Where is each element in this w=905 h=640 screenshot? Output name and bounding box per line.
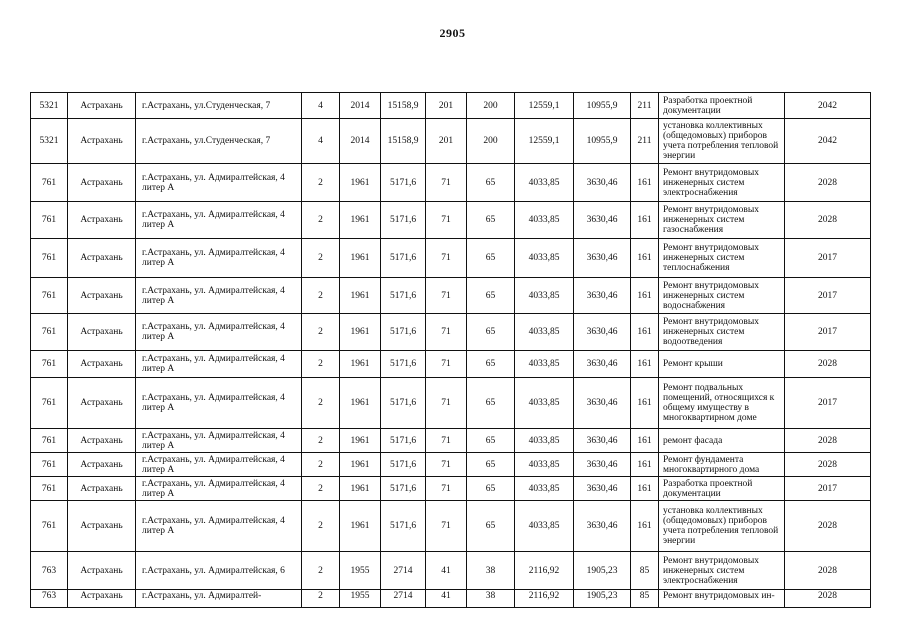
cell-area-a: 12559,1: [515, 119, 574, 164]
cell-area-a: 4033,85: [515, 378, 574, 429]
cell-address: г.Астрахань, ул. Адмиралтейская, 4 литер А: [136, 501, 302, 552]
table-row: [31, 590, 871, 608]
cell-count-3: 161: [631, 239, 659, 278]
cell-floors: 2: [302, 314, 340, 351]
cell-total-area: 5171,6: [381, 453, 426, 477]
cell-count-3: 161: [631, 202, 659, 239]
cell-count-2: 65: [467, 501, 515, 552]
cell-floors: 2: [302, 453, 340, 477]
cell-area-b: 10955,9: [574, 93, 631, 119]
cell-floors: 2: [302, 429, 340, 453]
cell-count-3: 211: [631, 93, 659, 119]
table-row: [31, 278, 871, 314]
cell-city: Астрахань: [68, 202, 136, 239]
cell-count-2: 65: [467, 453, 515, 477]
cell-area-a: 4033,85: [515, 278, 574, 314]
cell-total-area: 5171,6: [381, 239, 426, 278]
cell-row-id: 763: [31, 552, 68, 590]
cell-year-built: 2014: [340, 119, 381, 164]
cell-deadline: 2028: [785, 164, 871, 202]
cell-address: г.Астрахань, ул. Адмиралтейская, 4 литер А: [136, 378, 302, 429]
cell-work-type: Разработка проектной документации: [659, 93, 785, 119]
table-row: [31, 239, 871, 278]
table-row: [31, 453, 871, 477]
cell-count-3: 161: [631, 378, 659, 429]
cell-year-built: 1955: [340, 552, 381, 590]
cell-area-b: 3630,46: [574, 477, 631, 501]
cell-count-3: 161: [631, 429, 659, 453]
cell-work-type: Ремонт крыши: [659, 351, 785, 378]
cell-row-id: 761: [31, 429, 68, 453]
cell-area-a: 4033,85: [515, 314, 574, 351]
cell-count-2: 65: [467, 239, 515, 278]
cell-area-a: 4033,85: [515, 453, 574, 477]
cell-area-b: 3630,46: [574, 501, 631, 552]
table-row: [31, 164, 871, 202]
cell-deadline: 2042: [785, 119, 871, 164]
cell-area-b: 1905,23: [574, 552, 631, 590]
cell-address: г.Астрахань, ул.Студенческая, 7: [136, 93, 302, 119]
cell-count-1: 71: [426, 501, 467, 552]
table-row: [31, 378, 871, 429]
cell-area-a: 2116,92: [515, 590, 574, 608]
cell-year-built: 1961: [340, 378, 381, 429]
cell-floors: 2: [302, 501, 340, 552]
cell-floors: 2: [302, 202, 340, 239]
cell-total-area: 5171,6: [381, 429, 426, 453]
cell-city: Астрахань: [68, 477, 136, 501]
cell-count-2: 65: [467, 202, 515, 239]
cell-count-2: 200: [467, 93, 515, 119]
cell-count-2: 65: [467, 164, 515, 202]
cell-deadline: 2028: [785, 202, 871, 239]
capital-repair-table: [30, 92, 871, 608]
cell-city: Астрахань: [68, 93, 136, 119]
cell-address: г.Астрахань, ул. Адмиралтейская, 4 литер А: [136, 164, 302, 202]
cell-year-built: 1961: [340, 278, 381, 314]
cell-deadline: 2028: [785, 501, 871, 552]
cell-area-a: 4033,85: [515, 477, 574, 501]
cell-floors: 2: [302, 378, 340, 429]
cell-area-b: 3630,46: [574, 278, 631, 314]
page-number: 2905: [439, 26, 466, 40]
cell-city: Астрахань: [68, 278, 136, 314]
cell-city: Астрахань: [68, 351, 136, 378]
cell-address: г.Астрахань, ул.Студенческая, 7: [136, 119, 302, 164]
table-row: [31, 351, 871, 378]
cell-work-type: Ремонт внутридомовых инженерных систем электроснабжения: [659, 164, 785, 202]
cell-count-3: 211: [631, 119, 659, 164]
cell-deadline: 2028: [785, 429, 871, 453]
cell-total-area: 15158,9: [381, 93, 426, 119]
cell-city: Астрахань: [68, 501, 136, 552]
cell-work-type: установка коллективных (общедомовых) приборов учета потребления тепловой энергии: [659, 119, 785, 164]
cell-year-built: 1961: [340, 453, 381, 477]
cell-address: г.Астрахань, ул. Адмиралтей-: [136, 590, 302, 608]
cell-row-id: 761: [31, 278, 68, 314]
cell-total-area: 5171,6: [381, 351, 426, 378]
cell-work-type: Ремонт подвальных помещений, относящихся к общему имуществу в многоквартирном доме: [659, 378, 785, 429]
cell-address: г.Астрахань, ул. Адмиралтейская, 4 литер А: [136, 429, 302, 453]
table-row: [31, 429, 871, 453]
cell-deadline: 2028: [785, 453, 871, 477]
table-row: [31, 501, 871, 552]
cell-address: г.Астрахань, ул. Адмиралтейская, 4 литер А: [136, 477, 302, 501]
cell-year-built: 2014: [340, 93, 381, 119]
cell-area-b: 3630,46: [574, 202, 631, 239]
cell-year-built: 1961: [340, 501, 381, 552]
cell-work-type: Ремонт внутридомовых инженерных систем водоотведения: [659, 314, 785, 351]
cell-count-3: 161: [631, 501, 659, 552]
cell-count-3: 85: [631, 552, 659, 590]
cell-total-area: 5171,6: [381, 477, 426, 501]
table-row: [31, 119, 871, 164]
cell-year-built: 1961: [340, 314, 381, 351]
cell-deadline: 2028: [785, 552, 871, 590]
cell-city: Астрахань: [68, 453, 136, 477]
cell-count-2: 65: [467, 351, 515, 378]
cell-total-area: 5171,6: [381, 314, 426, 351]
cell-total-area: 5171,6: [381, 164, 426, 202]
cell-deadline: 2028: [785, 351, 871, 378]
cell-area-a: 4033,85: [515, 501, 574, 552]
cell-floors: 2: [302, 239, 340, 278]
cell-floors: 4: [302, 93, 340, 119]
cell-area-b: 3630,46: [574, 239, 631, 278]
cell-floors: 2: [302, 164, 340, 202]
cell-city: Астрахань: [68, 378, 136, 429]
cell-deadline: 2017: [785, 278, 871, 314]
cell-count-2: 65: [467, 429, 515, 453]
cell-work-type: установка коллективных (общедомовых) приборов учета потребления тепловой энергии: [659, 501, 785, 552]
cell-area-a: 4033,85: [515, 351, 574, 378]
cell-city: Астрахань: [68, 552, 136, 590]
cell-count-3: 161: [631, 314, 659, 351]
cell-count-1: 71: [426, 164, 467, 202]
cell-area-a: 4033,85: [515, 429, 574, 453]
cell-area-a: 4033,85: [515, 202, 574, 239]
cell-city: Астрахань: [68, 590, 136, 608]
cell-row-id: 761: [31, 202, 68, 239]
cell-total-area: 5171,6: [381, 202, 426, 239]
cell-count-2: 38: [467, 590, 515, 608]
cell-count-3: 161: [631, 351, 659, 378]
cell-deadline: 2017: [785, 314, 871, 351]
cell-work-type: ремонт фасада: [659, 429, 785, 453]
cell-deadline: 2042: [785, 93, 871, 119]
cell-row-id: 5321: [31, 93, 68, 119]
cell-address: г.Астрахань, ул. Адмиралтейская, 4 литер А: [136, 278, 302, 314]
cell-row-id: 5321: [31, 119, 68, 164]
cell-work-type: Разработка проектной документации: [659, 477, 785, 501]
cell-deadline: 2017: [785, 378, 871, 429]
cell-count-1: 201: [426, 119, 467, 164]
cell-address: г.Астрахань, ул. Адмиралтейская, 4 литер А: [136, 314, 302, 351]
cell-count-2: 65: [467, 378, 515, 429]
cell-city: Астрахань: [68, 429, 136, 453]
cell-area-b: 1905,23: [574, 590, 631, 608]
cell-work-type: Ремонт фундамента многоквартирного дома: [659, 453, 785, 477]
cell-count-3: 161: [631, 453, 659, 477]
cell-count-1: 71: [426, 453, 467, 477]
cell-count-1: 71: [426, 351, 467, 378]
cell-total-area: 5171,6: [381, 278, 426, 314]
cell-deadline: 2028: [785, 590, 871, 608]
cell-count-2: 65: [467, 477, 515, 501]
cell-count-2: 65: [467, 278, 515, 314]
table-row: [31, 477, 871, 501]
cell-count-2: 65: [467, 314, 515, 351]
cell-row-id: 761: [31, 351, 68, 378]
cell-count-3: 161: [631, 278, 659, 314]
cell-count-1: 71: [426, 202, 467, 239]
cell-row-id: 761: [31, 453, 68, 477]
cell-address: г.Астрахань, ул. Адмиралтейская, 4 литер А: [136, 202, 302, 239]
cell-deadline: 2017: [785, 477, 871, 501]
cell-address: г.Астрахань, ул. Адмиралтейская, 4 литер А: [136, 453, 302, 477]
cell-count-1: 71: [426, 429, 467, 453]
cell-total-area: 2714: [381, 590, 426, 608]
cell-floors: 4: [302, 119, 340, 164]
cell-floors: 2: [302, 351, 340, 378]
cell-count-1: 71: [426, 278, 467, 314]
cell-count-3: 85: [631, 590, 659, 608]
cell-area-b: 3630,46: [574, 453, 631, 477]
table-row: [31, 552, 871, 590]
cell-area-b: 3630,46: [574, 351, 631, 378]
cell-count-3: 161: [631, 477, 659, 501]
cell-deadline: 2017: [785, 239, 871, 278]
cell-address: г.Астрахань, ул. Адмиралтейская, 4 литер А: [136, 239, 302, 278]
cell-floors: 2: [302, 477, 340, 501]
cell-total-area: 2714: [381, 552, 426, 590]
cell-count-1: 71: [426, 477, 467, 501]
cell-floors: 2: [302, 278, 340, 314]
cell-area-a: 12559,1: [515, 93, 574, 119]
cell-work-type: Ремонт внутридомовых ин-: [659, 590, 785, 608]
cell-count-1: 201: [426, 93, 467, 119]
cell-row-id: 761: [31, 477, 68, 501]
cell-work-type: Ремонт внутридомовых инженерных систем водоснабжения: [659, 278, 785, 314]
table-row: [31, 202, 871, 239]
cell-count-1: 41: [426, 590, 467, 608]
cell-year-built: 1955: [340, 590, 381, 608]
cell-address: г.Астрахань, ул. Адмиралтейская, 4 литер А: [136, 351, 302, 378]
cell-count-1: 71: [426, 239, 467, 278]
cell-city: Астрахань: [68, 314, 136, 351]
cell-row-id: 761: [31, 501, 68, 552]
cell-year-built: 1961: [340, 202, 381, 239]
cell-row-id: 761: [31, 378, 68, 429]
cell-work-type: Ремонт внутридомовых инженерных систем электроснабжения: [659, 552, 785, 590]
table-row: [31, 314, 871, 351]
cell-count-2: 200: [467, 119, 515, 164]
cell-year-built: 1961: [340, 429, 381, 453]
cell-area-b: 3630,46: [574, 314, 631, 351]
cell-year-built: 1961: [340, 351, 381, 378]
cell-address: г.Астрахань, ул. Адмиралтейская, 6: [136, 552, 302, 590]
cell-row-id: 761: [31, 314, 68, 351]
cell-count-2: 38: [467, 552, 515, 590]
cell-count-3: 161: [631, 164, 659, 202]
cell-count-1: 41: [426, 552, 467, 590]
cell-city: Астрахань: [68, 239, 136, 278]
cell-floors: 2: [302, 590, 340, 608]
cell-area-b: 3630,46: [574, 378, 631, 429]
table-body: [31, 93, 871, 608]
cell-floors: 2: [302, 552, 340, 590]
cell-count-1: 71: [426, 314, 467, 351]
cell-area-b: 3630,46: [574, 164, 631, 202]
cell-row-id: 761: [31, 239, 68, 278]
cell-total-area: 15158,9: [381, 119, 426, 164]
cell-row-id: 761: [31, 164, 68, 202]
cell-city: Астрахань: [68, 119, 136, 164]
cell-count-1: 71: [426, 378, 467, 429]
cell-area-a: 4033,85: [515, 239, 574, 278]
cell-total-area: 5171,6: [381, 501, 426, 552]
cell-year-built: 1961: [340, 477, 381, 501]
cell-area-b: 10955,9: [574, 119, 631, 164]
cell-work-type: Ремонт внутридомовых инженерных систем газоснабжения: [659, 202, 785, 239]
cell-row-id: 763: [31, 590, 68, 608]
cell-city: Астрахань: [68, 164, 136, 202]
cell-area-a: 4033,85: [515, 164, 574, 202]
cell-year-built: 1961: [340, 239, 381, 278]
cell-work-type: Ремонт внутридомовых инженерных систем теплоснабжения: [659, 239, 785, 278]
cell-area-a: 2116,92: [515, 552, 574, 590]
cell-total-area: 5171,6: [381, 378, 426, 429]
cell-year-built: 1961: [340, 164, 381, 202]
table-row: [31, 93, 871, 119]
cell-area-b: 3630,46: [574, 429, 631, 453]
